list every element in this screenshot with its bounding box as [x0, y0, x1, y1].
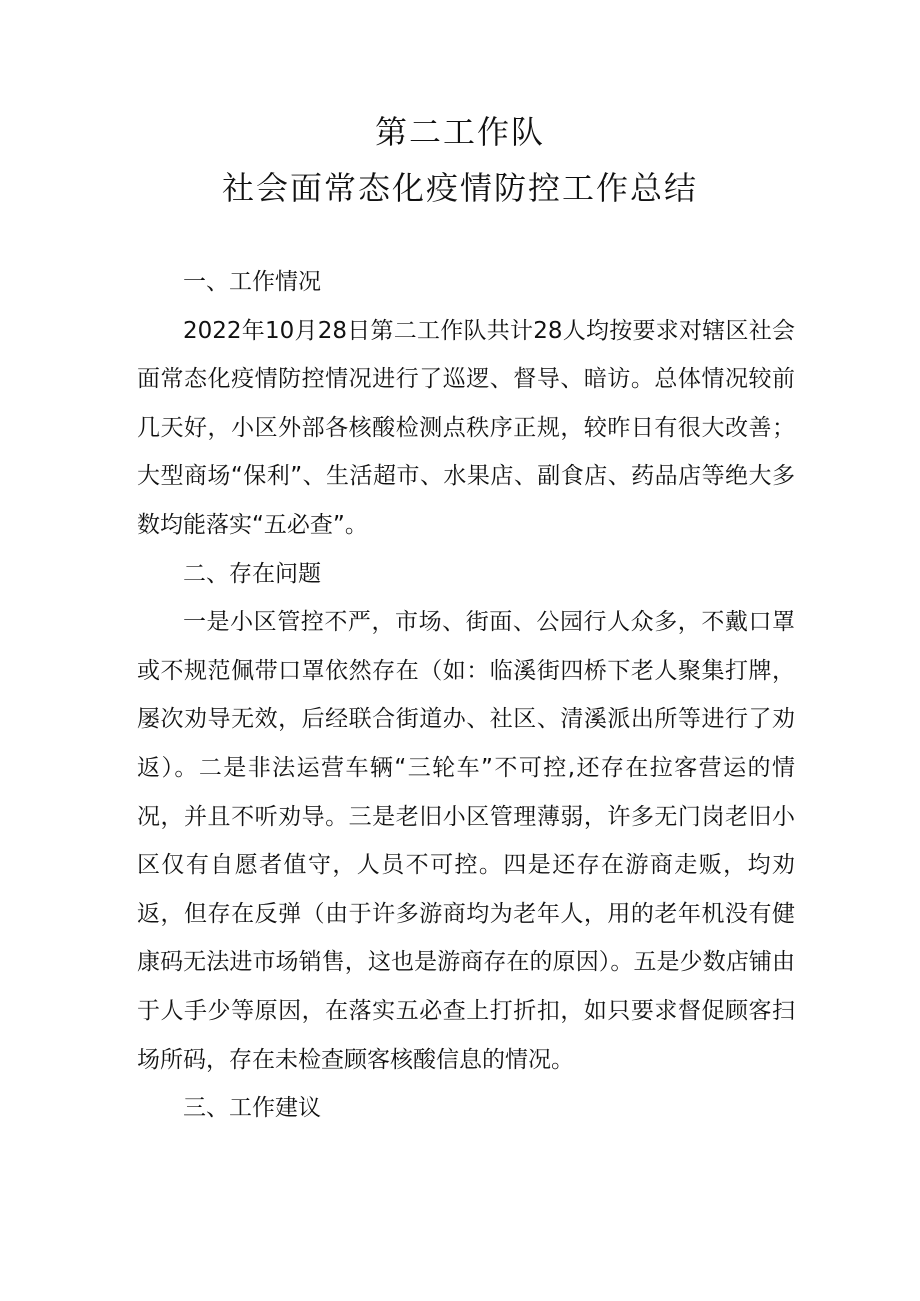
section-heading-work-status: 一、工作情况 [183, 269, 321, 295]
document-title-line-1: 第二工作队 [374, 113, 545, 151]
document-title-line-2: 社会面常态化疫情防控工作总结 [221, 169, 698, 207]
section-paragraph-problems: 一是小区管控不严，市场、街面、公园行人众多，不戴口罩或不规范佩带口罩依然存在（如：临溪街四桥下老人聚集打牌，屡次劝导无效，后经联合街道办、社区、清溪派出所等进行了劝返）。二是非法运营车辆“三轮车”不可控,还存在拉客营运的情况，并且不听劝导。三是老旧小区管理薄弱，许多无门岗老旧小区仅有自愿者值守，人员不可控。四是还存在游商走贩，均劝返，但存在反弹（由于许多游商均为老年人，用的老年机没有健康码无法进市场销售，这也是游商存在的原因）。五是少数店铺由于人手少等原因，在落实五必查上打折扣，如只要求督促顾客扫场所码，存在未检查顾客核酸信息的情况。 [137, 609, 795, 1073]
section-heading-suggestions: 三、工作建议 [183, 1095, 321, 1122]
section-paragraph-work-status: 2022年10月28日第二工作队共计28人均按要求对辖区社会面常态化疫情防控情况进行了巡逻、督导、暗访。总体情况较前几天好，小区外部各核酸检测点秩序正规，较昨日有很大改善；大型商场“保利”、生活超市、水果店、副食店、药品店等绝大多数均能落实“五必查”。 [137, 317, 795, 538]
document-body [137, 258, 795, 1133]
section-heading-problems: 二、存在问题 [183, 560, 321, 587]
